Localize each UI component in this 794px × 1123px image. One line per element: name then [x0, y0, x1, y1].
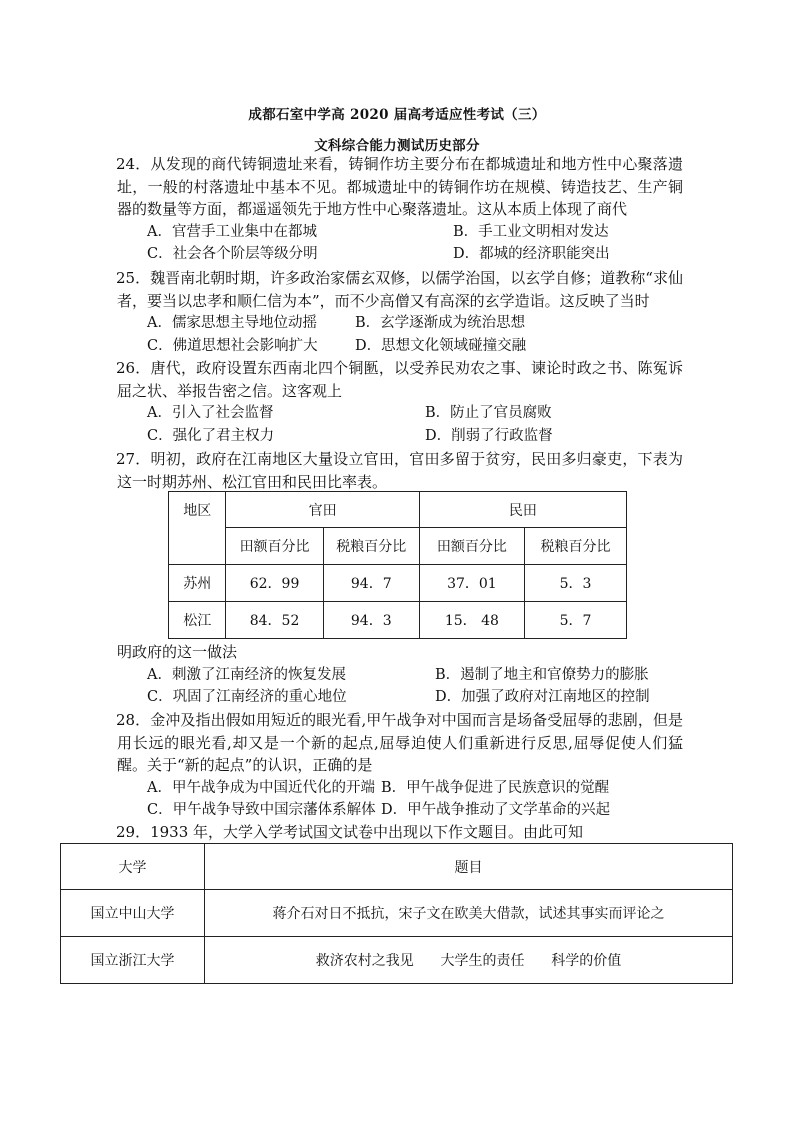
q25-option-a: A．儒家思想主导地位动摇	[147, 315, 317, 332]
question-28	[117, 709, 683, 822]
q26-option-d: D．削弱了行政监督	[425, 427, 553, 444]
q27-land-ratio-table	[168, 491, 627, 639]
question-28-stem: 28．金冲及指出假如用短近的眼光看,甲午战争对中国而言是场备受屈辱的悲剧，但是用长远的眼光看,却又是一个新的起点,屈辱迫使人们重新进行反思,屈辱促使人们猛醒。关于“新的起点”的认识，正确的是	[116, 711, 683, 775]
q27-option-a: A．刺激了江南经济的恢复发展	[147, 666, 346, 683]
question-29	[117, 821, 683, 844]
table-header-mintian: 民田	[419, 492, 626, 528]
table-cell-university: 国立中山大学	[61, 890, 205, 937]
table-cell-topic: 蒋介石对日不抵抗，宋子文在欧美大借款，试述其事实而评论之	[205, 890, 733, 937]
q29-essay-topic-table	[60, 843, 733, 984]
q25-option-d: D．思想文化领域碰撞交融	[355, 337, 527, 354]
table-row	[61, 937, 733, 984]
q25-option-b: B．玄学逐渐成为统治思想	[355, 315, 526, 332]
table-row	[61, 890, 733, 937]
table-header-region: 地区	[169, 492, 226, 565]
table-cell-topic: 救济农村之我见 大学生的责任 科学的价值	[205, 937, 733, 984]
q24-option-c: C．社会各个阶层等级分明	[147, 246, 318, 263]
q28-option-d: D．甲午战争推动了文学革命的兴起	[381, 802, 611, 819]
table-header-guantian: 官田	[226, 492, 419, 528]
q26-option-a: A．引入了社会监督	[147, 405, 274, 422]
q28-option-c: C．甲午战争导致中国宗藩体系解体	[147, 802, 376, 819]
table-cell-university: 国立浙江大学	[61, 937, 205, 984]
table-subheader: 田额百分比	[226, 528, 323, 565]
question-27-continuation	[117, 641, 683, 709]
exam-title: 成都石室中学高 2020 届高考适应性考试（三）	[248, 107, 546, 123]
q24-option-b: B．手工业文明相对发达	[453, 223, 609, 240]
table-cell: 94．3	[323, 602, 419, 639]
question-26-stem: 26．唐代，政府设置东西南北四个铜匦，以受养民劝农之事、谏论时政之书、陈冤诉屈之状、举报告密之信。这客观上	[116, 359, 683, 400]
q25-option-c: C．佛道思想社会影响扩大	[147, 337, 318, 354]
table-cell: 37．01	[419, 565, 524, 602]
q28-option-b: B．甲午战争促进了民族意识的觉醒	[381, 779, 610, 796]
table-header-university: 大学	[61, 844, 205, 890]
q27-option-b: B．遏制了地主和官僚势力的膨胀	[435, 666, 649, 683]
table-cell: 5．7	[524, 602, 626, 639]
question-24-stem: 24．从发现的商代铸铜遗址来看，铸铜作坊主要分布在都城遗址和地方性中心聚落遗址，一般的村落遗址中基本不见。都城遗址中的铸铜作坊在规模、铸造技艺、生产铜器的数量等方面，都遥遥领先于地方性中心聚落遗址。这从本质上体现了商代	[116, 155, 683, 219]
question-26	[117, 357, 683, 447]
q27-option-d: D．加强了政府对江南地区的控制	[435, 689, 650, 706]
table-cell-region: 苏州	[169, 565, 226, 602]
question-25-stem: 25．魏晋南北朝时期，许多政治家儒玄双修，以儒学治国，以玄学自修；道教称“求仙者，要当以忠孝和顺仁信为本”，而不少高僧又有高深的玄学造诣。这反映了当时	[116, 269, 683, 310]
q24-option-d: D．都城的经济职能突出	[453, 246, 610, 263]
q26-option-b: B．防止了官员腐败	[425, 405, 552, 422]
question-24	[117, 153, 683, 266]
table-cell: 15． 48	[419, 602, 524, 639]
table-cell: 84．52	[226, 602, 323, 639]
question-27-after: 明政府的这一做法	[117, 643, 238, 661]
q26-option-c: C．强化了君主权力	[147, 427, 275, 444]
table-cell-region: 松江	[169, 602, 226, 639]
q27-option-c: C．巩固了江南经济的重心地位	[147, 689, 347, 706]
q24-option-a: A．官营手工业集中在都城	[147, 223, 317, 240]
table-subheader: 田额百分比	[419, 528, 524, 565]
question-25	[117, 267, 683, 357]
q28-option-a: A．甲午战争成为中国近代化的开端	[147, 779, 375, 796]
table-subheader: 税粮百分比	[323, 528, 419, 565]
exam-subtitle: 文科综合能力测试历史部分	[314, 138, 480, 154]
table-header-topic: 题目	[205, 844, 733, 890]
table-cell: 5．3	[524, 565, 626, 602]
question-27-stem: 27．明初，政府在江南地区大量设立官田，官田多留于贫穷，民田多归豪吏，下表为这一时期苏州、松江官田和民田比率表。	[116, 450, 683, 491]
question-27	[117, 448, 683, 493]
table-cell: 62．99	[226, 565, 323, 602]
table-cell: 94．7	[323, 565, 419, 602]
question-29-stem: 29．1933 年，大学入学考试国文试卷中出现以下作文题目。由此可知	[116, 823, 584, 841]
table-subheader: 税粮百分比	[524, 528, 626, 565]
table-row	[169, 602, 627, 639]
table-row	[169, 565, 627, 602]
